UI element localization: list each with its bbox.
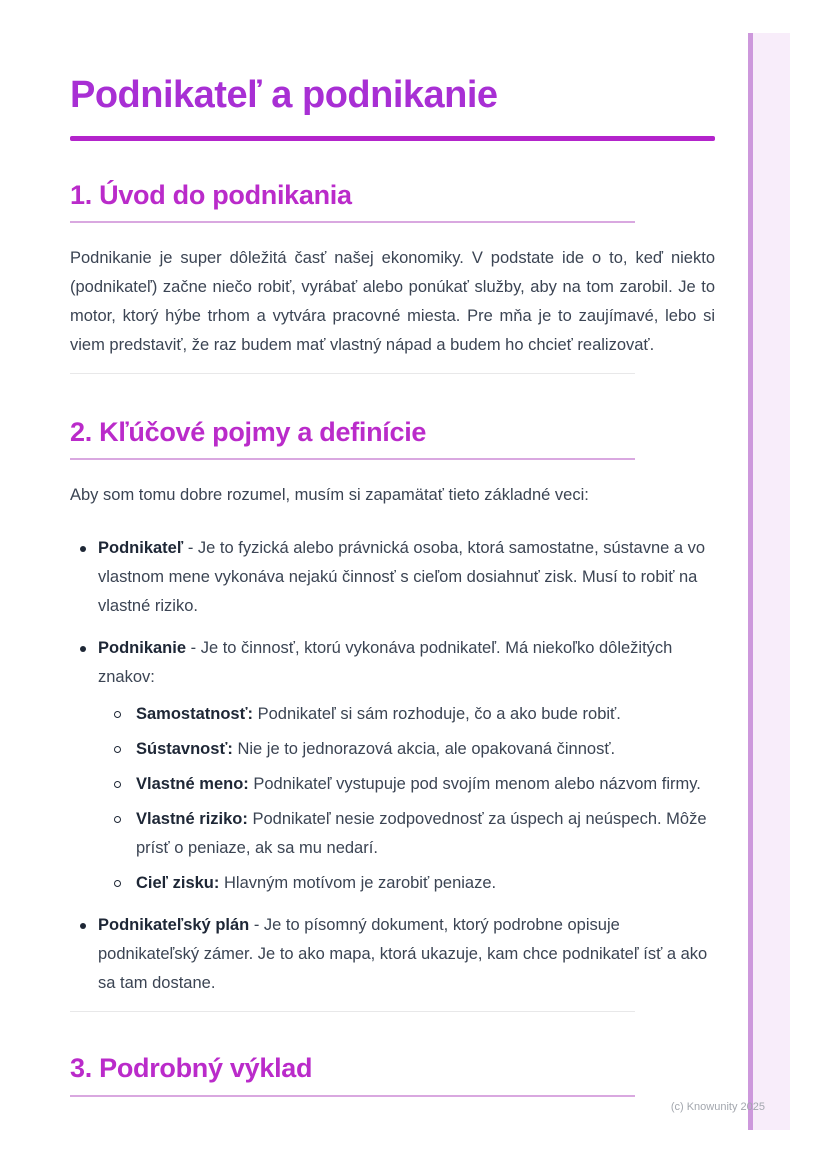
bullet-circle-icon bbox=[114, 816, 121, 823]
term-definition: - Je to činnosť, ktorú vykonáva podnikateľ. Má niekoľko dôležitých znakov: bbox=[98, 639, 673, 687]
sub-list-item bbox=[114, 770, 715, 799]
document-content bbox=[70, 0, 715, 1097]
list-intro: Aby som tomu dobre rozumel, musím si zapamätať tieto základné veci: bbox=[70, 486, 589, 505]
right-accent-stripe bbox=[748, 33, 790, 1130]
intro-paragraph: Podnikanie je super dôležitá časť našej ekonomiky. V podstate ide o to, keď niekto (podnikateľ) začne niečo robiť, vyrábať alebo ponúkať služby, aby na tom zarobil. Je to motor, ktorý hýbe trhom a vytvára pracovné miesta. Pre mňa je to zaujímavé, lebo si viem predstaviť, že raz budem mať vlastný nápad a budem ho chcieť realizovať. bbox=[70, 248, 715, 354]
term-definition: - Je to písomný dokument, ktorý podrobne opisuje podnikateľský zámer. Je to ako mapa, ktorá ukazuje, kam chce podnikateľ ísť a ako sa tam dostane. bbox=[98, 916, 708, 993]
list-item bbox=[80, 911, 715, 998]
sub-term-label: Samostatnosť: bbox=[136, 705, 254, 724]
sub-term-definition: Hlavným motívom je zarobiť peniaze. bbox=[223, 874, 497, 893]
title-rule bbox=[70, 136, 715, 141]
sub-list-item bbox=[114, 805, 715, 863]
bullet-dot-icon bbox=[80, 646, 86, 652]
heading-rule bbox=[70, 221, 635, 223]
bullet-circle-icon bbox=[114, 781, 121, 788]
list-item bbox=[80, 634, 715, 898]
bullet-dot-icon bbox=[80, 546, 86, 552]
section-divider bbox=[70, 1011, 635, 1012]
bullet-dot-icon bbox=[80, 923, 86, 929]
list-item bbox=[80, 534, 715, 621]
copyright-footer: (c) Knowunity 2025 bbox=[670, 1101, 765, 1113]
page-title: Podnikateľ a podnikanie bbox=[70, 74, 498, 116]
bullet-circle-icon bbox=[114, 880, 121, 887]
term-label: Podnikateľský plán bbox=[98, 916, 250, 935]
sub-list bbox=[98, 700, 715, 898]
sub-term-label: Vlastné riziko: bbox=[136, 810, 248, 829]
sub-term-definition: Nie je to jednorazová akcia, ale opakovaná činnosť. bbox=[237, 740, 616, 759]
section-key-terms bbox=[70, 416, 715, 1012]
bullet-circle-icon bbox=[114, 746, 121, 753]
bullet-circle-icon bbox=[114, 711, 121, 718]
section-heading-2: 2. Kľúčové pojmy a definície bbox=[70, 416, 427, 447]
sub-term-label: Cieľ zisku: bbox=[136, 874, 220, 893]
sub-list-item bbox=[114, 700, 715, 729]
key-terms-list bbox=[70, 534, 715, 998]
term-label: Podnikanie bbox=[98, 639, 187, 658]
sub-term-definition: Podnikateľ nesie zodpovednosť za úspech aj neúspech. Môže prísť o peniaze, ak sa mu nedarí. bbox=[136, 810, 707, 858]
sub-term-definition: Podnikateľ vystupuje pod svojím menom alebo názvom firmy. bbox=[253, 775, 701, 794]
section-detail bbox=[70, 1052, 715, 1096]
section-divider bbox=[70, 373, 635, 374]
sub-list-item bbox=[114, 735, 715, 764]
section-intro bbox=[70, 179, 715, 374]
sub-term-definition: Podnikateľ si sám rozhoduje, čo a ako bude robiť. bbox=[257, 705, 621, 724]
heading-rule bbox=[70, 458, 635, 460]
sub-list-item bbox=[114, 869, 715, 898]
heading-rule bbox=[70, 1095, 635, 1097]
section-heading-1: 1. Úvod do podnikania bbox=[70, 179, 352, 210]
sub-term-label: Vlastné meno: bbox=[136, 775, 249, 794]
section-heading-3: 3. Podrobný výklad bbox=[70, 1053, 313, 1084]
term-label: Podnikateľ bbox=[98, 539, 184, 558]
sub-term-label: Sústavnosť: bbox=[136, 740, 233, 759]
term-definition: - Je to fyzická alebo právnická osoba, ktorá samostatne, sústavne a vo vlastnom mene vykonáva nejakú činnosť s cieľom dosiahnuť zisk. Musí to robiť na vlastné riziko. bbox=[98, 539, 706, 616]
